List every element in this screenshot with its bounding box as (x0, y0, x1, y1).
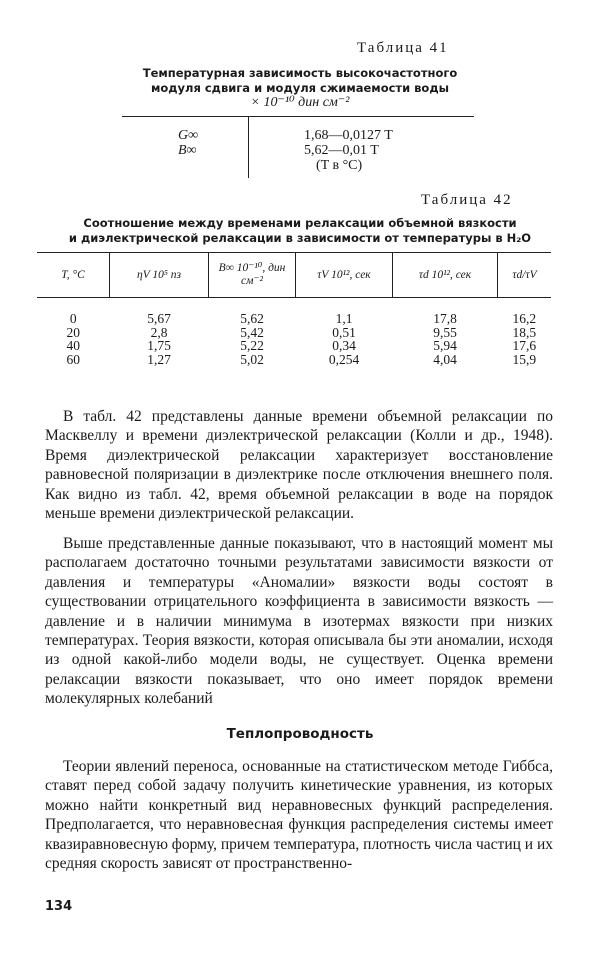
table42-header-ratio: τd/τV (498, 253, 552, 298)
table-cell: 5,62 (240, 311, 264, 326)
table-cell: 5,42 (240, 324, 264, 340)
paragraph-3: Теории явлений переноса, основанные на статистическом методе Гиббса, ставят перед собой задачу получить кинетические уравнения, из которых можно найти конкретный вид неравновесных функций распределения. Предполагается, что неравновесная функция распределения системы имеет квазиравновесную форму, причем температура, плотность числа частиц и их средняя скорость зависят от пространственно- (45, 758, 553, 873)
table42-header-tau-d: τd 10¹², сек (393, 253, 498, 298)
table-cell: 16,2 (512, 311, 537, 326)
table41-label-g: G∞ (178, 128, 199, 143)
table42-title-line2: и диэлектрической релаксации в зависимости от температуры в H₂O (68, 231, 532, 245)
table41-value-g: 1,68—0,0127 T (304, 128, 393, 143)
table41-label-b: B∞ (178, 143, 197, 158)
table-cell: 40 (66, 338, 80, 353)
paragraph-1: В табл. 42 представлены данные времени объемной релаксации по Масквеллу и времени диэлектрической релаксации (Колли и др., 1948). Время диэлектрической релаксации характеризует восстановление равновесной поляризации в диэлектрике после отключения внешнего поля. Как видно из табл. 42, время объемной релаксации в воде на порядок меньше времени диэлектрической релаксации. (45, 408, 553, 523)
table42-header-binf: B∞ 10⁻¹⁰, дин см⁻² (209, 253, 296, 298)
table42-title-line1: Соотношение между временами релаксации объемной вязкости (83, 216, 517, 230)
table-cell: 0 (69, 311, 77, 326)
table-cell: 2,8 (150, 324, 168, 340)
table-cell: 15,9 (512, 351, 537, 367)
table-cell: 5,67 (147, 311, 171, 326)
table-cell: 18,5 (512, 324, 537, 340)
table-row (37, 353, 551, 367)
table-cell: 60 (66, 351, 80, 367)
table-cell: 1,1 (335, 311, 353, 326)
page-number: 134 (45, 899, 73, 914)
table-cell: 1,75 (147, 338, 171, 353)
table-cell: 17,6 (512, 338, 537, 353)
table-row (37, 298, 551, 326)
table41-column-divider (248, 116, 249, 178)
table-cell: 0,254 (328, 351, 360, 367)
table-cell: 0,34 (332, 338, 356, 353)
table-cell: 4,04 (433, 351, 457, 367)
table42 (37, 252, 551, 366)
table41-title-line1: Температурная зависимость высокочастотного (142, 66, 458, 80)
table-cell: 5,02 (240, 351, 264, 367)
table41-units: × 10⁻¹⁰ дин см⁻² (250, 95, 350, 110)
table-cell: 9,55 (433, 324, 457, 340)
table-cell: 17,8 (433, 311, 457, 326)
table42-header-tau-v: τV 10¹², сек (296, 253, 393, 298)
table-cell: 20 (66, 324, 80, 340)
table41-caption: Таблица 41 (357, 40, 449, 56)
table42-header-temp: T, °C (37, 253, 110, 298)
table42-caption: Таблица 42 (421, 192, 513, 208)
table-cell: 5,22 (240, 338, 264, 353)
table-row (37, 339, 551, 353)
table-cell: 0,51 (332, 324, 356, 340)
table41-note: (T в °C) (316, 158, 363, 173)
table41-title-line2: модуля сдвига и модуля сжимаемости воды (150, 81, 450, 95)
table41-top-rule (122, 116, 474, 117)
paragraph-2: Выше представленные данные показывают, что в настоящий момент мы располагаем достаточно точными результатами зависимости вязкости от давления и температуры «Аномалии» вязкости воды состоят в существовании отрицательного коэффициента в зависимости вязкость — давление и в наличии минимума в изотермах вязкости при низких температурах. Теория вязкости, которая описывала бы эти аномалии, исходя из одной какой-либо модели воды, не существует. Оценка времени релаксации вязкости показывает, что оно имеет порядок времени молекулярных колебаний (45, 535, 553, 708)
table41-value-b: 5,62—0,01 T (304, 143, 379, 158)
table42-header-eta: ηV 10⁵ пз (110, 253, 209, 298)
section-heading: Теплопроводность (226, 726, 374, 742)
table-cell: 5,94 (433, 338, 457, 353)
table42-header-row (37, 253, 551, 298)
table-cell: 1,27 (147, 351, 171, 367)
table-row (37, 326, 551, 340)
